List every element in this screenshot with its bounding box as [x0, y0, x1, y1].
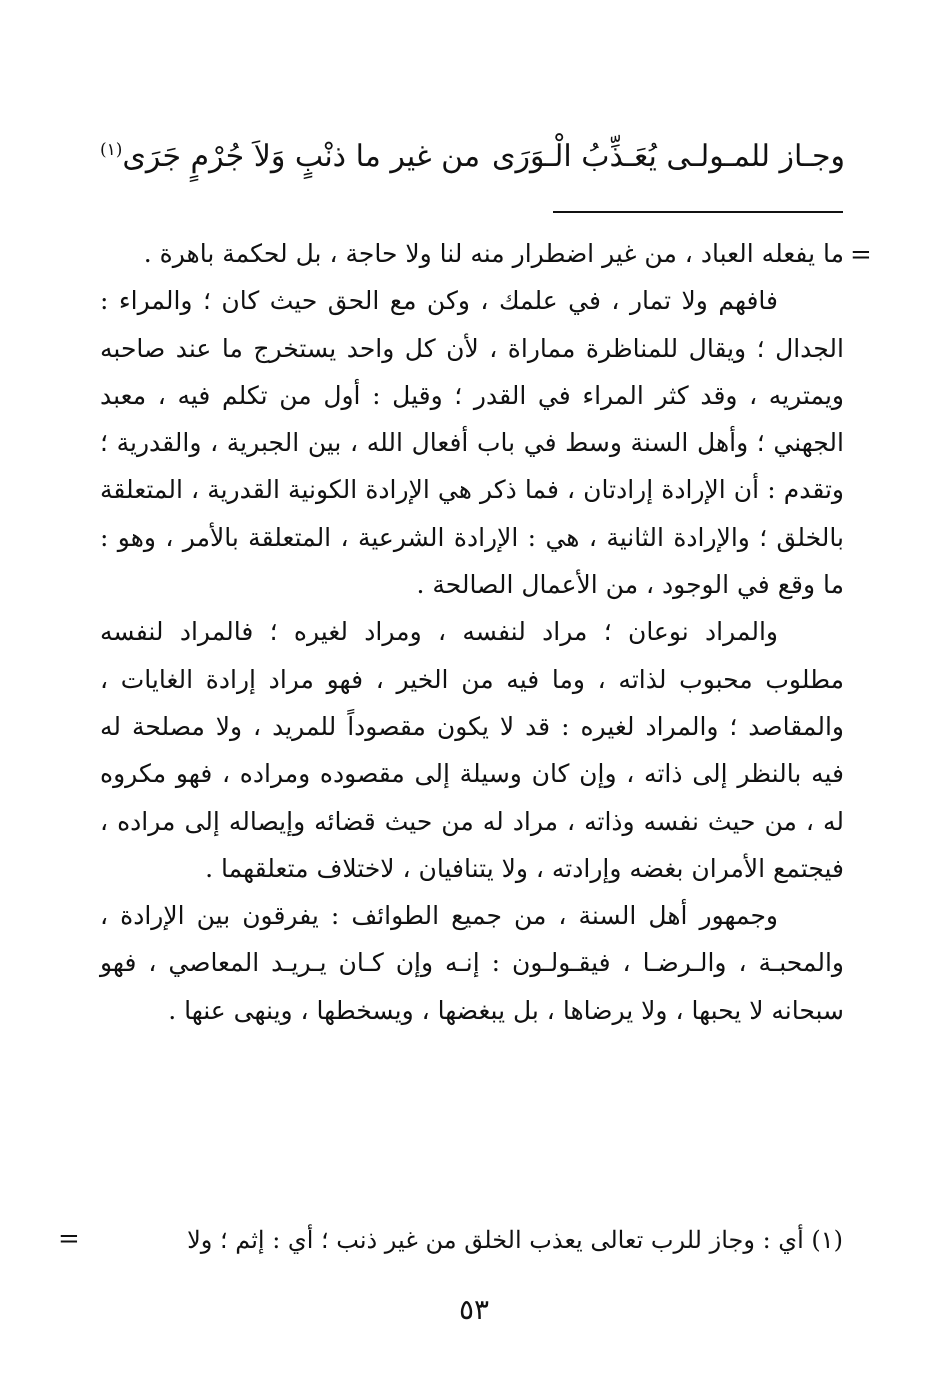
- commentary-paragraph: وجمهور أهل السنة ، من جميع الطوائف : يفرقون بين الإرادة ، والمحبـة ، والـرضـا ، فيقـولـون : إنـه وإن كـان يـريـد المعاصي ، فهو سبحانه لا يحبها ، ولا يرضاها ، بل يبغضها ، ويسخطها ، وينهى عنها .: [100, 901, 844, 1025]
- continuation-mark-top: =: [850, 240, 872, 270]
- verse-first-hemistich: وجـاز للمـولـى يُعَـذِّبُ الْـوَرَى: [491, 139, 845, 174]
- commentary-paragraph: فافهم ولا تمار ، في علمك ، وكن مع الحق حيث كان ؛ والمراء : الجدال ؛ ويقال للمناظرة مماراة ، لأن كل واحد يستخرج ما عند صاحبه ويمتريه ، وقد كثر المراء في القدر ؛ وقيل : أول من تكلم فيه ، معبد الجهني ؛ وأهل السنة وسط في باب أفعال الله ، بين الجبرية ، والقدرية ؛ وتقدم : أن الإرادة إرادتان ، فما ذكر هي الإرادة الكونية القدرية ، المتعلقة بالخلق ؛ والإرادة الثانية ، هي : الإرادة الشرعية ، المتعلقة بالأمر ، وهو : ما وقع في الوجود ، من الأعمال الصالحة .: [100, 286, 844, 600]
- commentary-paragraph: والمراد نوعان ؛ مراد لنفسه ، ومراد لغيره ؛ فالمراد لنفسه مطلوب محبوب لذاته ، وما فيه من الخير ، فهو مراد إرادة الغايات ، والمقاصد ؛ والمراد لغيره : قد لا يكون مقصوداً للمريد ، ولا مصلحة له فيه بالنظر إلى ذاته ، وإن كان وسيلة إلى مقصوده ومراده ، فهو مكروه له ، من حيث نفسه وذاته ، مراد له من حيث قضائه وإيصاله إلى مراده ، فيجتمع الأمران بغضه وإرادته ، ولا يتنافيان ، لاختلاف متعلقهما .: [100, 617, 844, 883]
- page-number: ٥٣: [458, 1293, 490, 1326]
- footnote-separator-rule: [553, 211, 843, 213]
- commentary-text: [100, 230, 844, 1034]
- footnote: (١) أي : وجاز للرب تعالى يعذب الخلق من غير ذنب ؛ أي : إثم ؛ ولا: [187, 1226, 843, 1254]
- footnote-marker: (١): [100, 140, 123, 160]
- verse-line: [100, 122, 845, 192]
- commentary-paragraph: ما يفعله العباد ، من غير اضطرار منه لنا ولا حاجة ، بل لحكمة باهرة .: [143, 239, 844, 268]
- verse-second-hemistich-wrap: [100, 122, 480, 192]
- continuation-mark-bottom: =: [58, 1224, 80, 1254]
- verse-second-hemistich: من غير ما ذنْبٍ وَلاَ جُرْمٍ جَرَى: [122, 139, 481, 174]
